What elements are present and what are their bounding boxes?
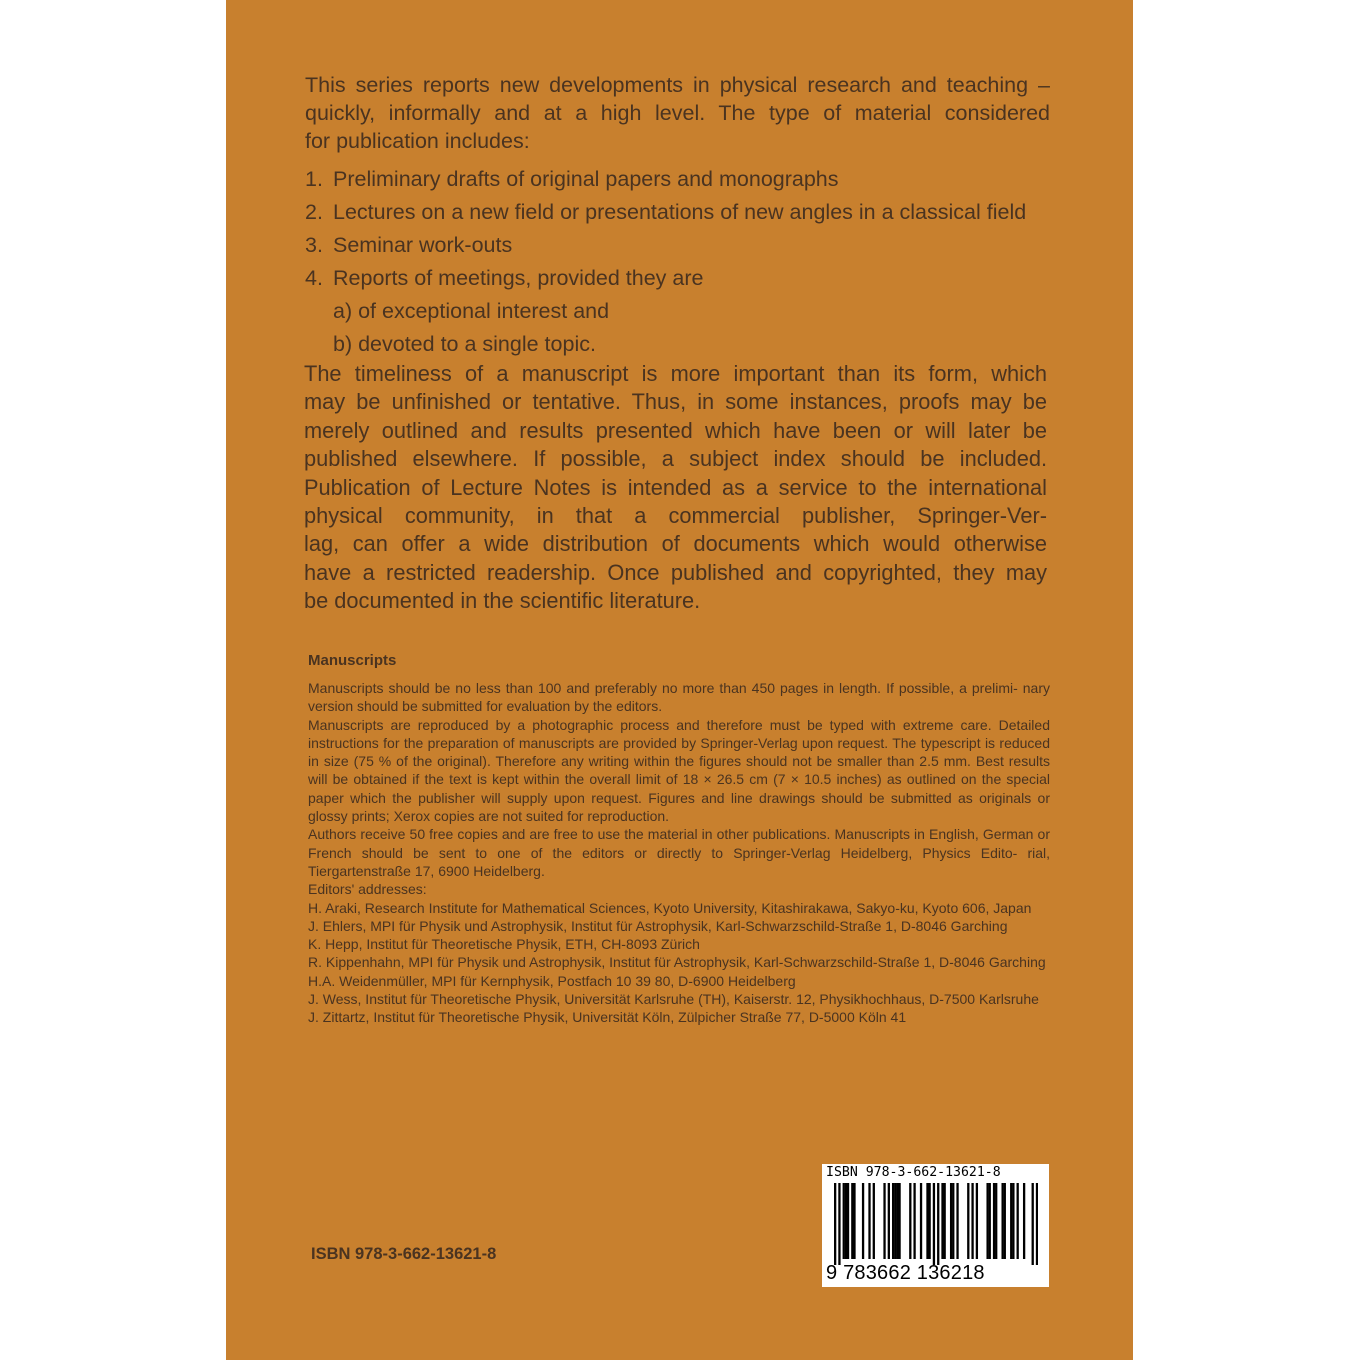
editor-address: R. Kippenhahn, MPI für Physik und Astrophysik, Institut für Astrophysik, Karl-Schwarzschild-Straße 1, D-8046 Garching <box>308 954 1046 971</box>
list-subitem <box>305 328 1050 361</box>
barcode-bar <box>898 1183 900 1259</box>
barcode-bar <box>868 1183 870 1259</box>
manuscripts-paragraph: Authors receive 50 free copies and are free to use the material in other publications. Manuscripts in English, German or French should be sent to one of the editors or directly to Springer-Verlag Heidelberg, Physics Edito- rial, Tiergartenstraße 17, 6900 Heidelberg. <box>308 826 1050 879</box>
barcode-bar <box>950 1183 952 1259</box>
barcode-bar <box>928 1183 930 1259</box>
body-line: merely outlined and results presented which have been or will later be <box>304 417 1047 443</box>
barcode-bar <box>873 1183 875 1259</box>
list-item-number: 4. <box>305 266 323 290</box>
editor-address: H. Araki, Research Institute for Mathematical Sciences, Kyoto University, Kitashirakawa, Sakyo-ku, Kyoto 606, Japan <box>308 899 1032 916</box>
list-item-text: a) of exceptional interest and <box>333 299 610 323</box>
manuscripts-heading: Manuscripts <box>308 652 397 669</box>
list-item-text: b) devoted to a single topic. <box>333 332 596 356</box>
list-item-text: Reports of meetings, provided they are <box>333 266 704 290</box>
barcode-bar <box>1001 1183 1003 1259</box>
barcode-bar <box>847 1183 849 1259</box>
list-item-text: Lectures on a new field or presentations of new angles in a classical field <box>333 200 1027 224</box>
body-line: The timeliness of a manuscript is more important than its form, which <box>304 361 1047 386</box>
list-item <box>305 196 1050 229</box>
barcode-bar <box>894 1183 896 1259</box>
barcode-bar <box>853 1183 855 1259</box>
barcode-bar <box>896 1183 898 1259</box>
intro-paragraph <box>305 71 1050 155</box>
barcode-bar <box>976 1183 978 1259</box>
material-list <box>305 163 1050 361</box>
intro-line: quickly, informally and at a high level. The type of material considered <box>305 101 1050 125</box>
barcode-bar <box>986 1183 988 1259</box>
barcode-bar <box>995 1183 997 1259</box>
editor-address: J. Ehlers, MPI für Physik und Astrophysik, Institut für Astrophysik, Karl-Schwarzschild-Straße 1, D-8046 Garching <box>308 917 1008 934</box>
barcode-bar <box>941 1183 943 1259</box>
list-item <box>305 229 1050 262</box>
list-item-number: 3. <box>305 233 323 257</box>
body-line: published elsewhere. If possible, a subject index should be included. <box>304 446 1047 472</box>
barcode-bars <box>834 1183 1038 1265</box>
barcode-bar <box>989 1183 991 1259</box>
barcode-bar <box>883 1183 885 1259</box>
isbn-text: ISBN 978-3-662-13621-8 <box>311 1245 497 1263</box>
barcode-bar <box>926 1183 928 1259</box>
barcode-bar <box>909 1183 911 1259</box>
list-item-text: Preliminary drafts of original papers and monographs <box>333 167 839 191</box>
barcode-bar <box>967 1183 969 1259</box>
barcode-bar <box>834 1183 836 1265</box>
editor-address: J. Wess, Institut für Theoretische Physik, Universität Karlsruhe (TH), Kaiserstr. 12, Physikhochhaus, D-7500 Karlsruhe <box>308 991 1039 1008</box>
barcode-bar <box>971 1183 973 1259</box>
list-subitem <box>305 295 1050 328</box>
body-line: have a restricted readership. Once published and copyrighted, they may <box>304 559 1047 585</box>
editor-address: H.A. Weidenmüller, MPI für Kernphysik, Postfach 10 39 80, D-6900 Heidelberg <box>308 972 796 989</box>
list-item-number: 1. <box>305 167 323 191</box>
barcode-bar <box>993 1183 995 1259</box>
barcode-bar <box>1012 1183 1014 1259</box>
body-line: Publication of Lecture Notes is intended as a service to the international <box>304 474 1047 500</box>
intro-line: for publication includes: <box>305 129 530 153</box>
manuscripts-section <box>308 651 1050 1027</box>
barcode-bar <box>956 1183 958 1259</box>
barcode-bar <box>1010 1183 1012 1259</box>
manuscripts-paragraph: Manuscripts should be no less than 100 and preferably no more than 450 pages in length. If possible, a prelimi- nary version should be submitted for evaluation by the editors. <box>308 680 1050 715</box>
barcode-bar <box>944 1183 946 1259</box>
barcode-bar <box>1004 1183 1006 1259</box>
editors-heading: Editors' addresses: <box>308 881 427 898</box>
barcode-bar <box>952 1183 954 1259</box>
barcode-digits: 9 783662 136218 <box>826 1262 985 1284</box>
barcode-bar <box>838 1183 840 1265</box>
barcode-bar <box>843 1183 845 1259</box>
barcode-bar <box>937 1183 939 1265</box>
list-item-text: Seminar work-outs <box>333 233 513 257</box>
list-item-number: 2. <box>305 200 323 224</box>
barcode-bar <box>845 1183 847 1259</box>
barcode-bar <box>933 1183 935 1265</box>
barcode-bar <box>888 1183 890 1259</box>
barcode-bar <box>851 1183 853 1259</box>
body-line: may be unfinished or tentative. Thus, in some instances, proofs may be <box>304 389 1047 415</box>
barcode-bar <box>862 1183 864 1259</box>
barcode-bar <box>913 1183 915 1259</box>
list-item <box>305 262 1050 295</box>
editor-address: K. Hepp, Institut für Theoretische Physik, ETH, CH-8093 Zürich <box>308 936 700 953</box>
barcode-bar <box>1017 1183 1019 1259</box>
intro-block <box>305 71 1050 361</box>
body-paragraph <box>304 360 1047 616</box>
barcode-bar <box>1032 1183 1034 1265</box>
barcode-bar <box>1036 1183 1038 1265</box>
barcode-label: ISBN 978-3-662-13621-8 <box>826 1165 1001 1180</box>
barcode-bar <box>892 1183 894 1259</box>
editor-address: J. Zittartz, Institut für Theoretische Physik, Universität Köln, Zülpicher Straße 77, D-5000 Köln 41 <box>308 1009 907 1026</box>
list-item <box>305 163 1050 196</box>
back-cover <box>226 0 1133 1360</box>
manuscripts-paragraph: Manuscripts are reproduced by a photographic process and therefore must be typed with extreme care. Detailed instructions for the preparation of manuscripts are provided by Springer-Verlag upon request. The typescript is reduced in size (75 % of the original). Therefore any writing within the figures should not be smaller than 2.5 mm. Best results will be obtained if the text is kept within the overall limit of 18 × 26.5 cm (7 × 10.5 inches) as outlined on the special paper which the publisher will supply upon request. Figures and line drawings should be submitted as originals or glossy prints; Xerox copies are not suited for reproduction. <box>308 716 1050 825</box>
body-line: be documented in the scientific literature. <box>304 588 701 614</box>
body-line: lag, can offer a wide distribution of documents which would otherwise <box>304 531 1047 557</box>
intro-line: This series reports new developments in physical research and teaching – <box>305 73 1050 97</box>
isbn-barcode <box>822 1164 1049 1287</box>
body-line: physical community, in that a commercial publisher, Springer-Ver- <box>304 503 1047 529</box>
barcode-bar <box>920 1183 922 1259</box>
barcode-bar <box>1023 1183 1025 1259</box>
